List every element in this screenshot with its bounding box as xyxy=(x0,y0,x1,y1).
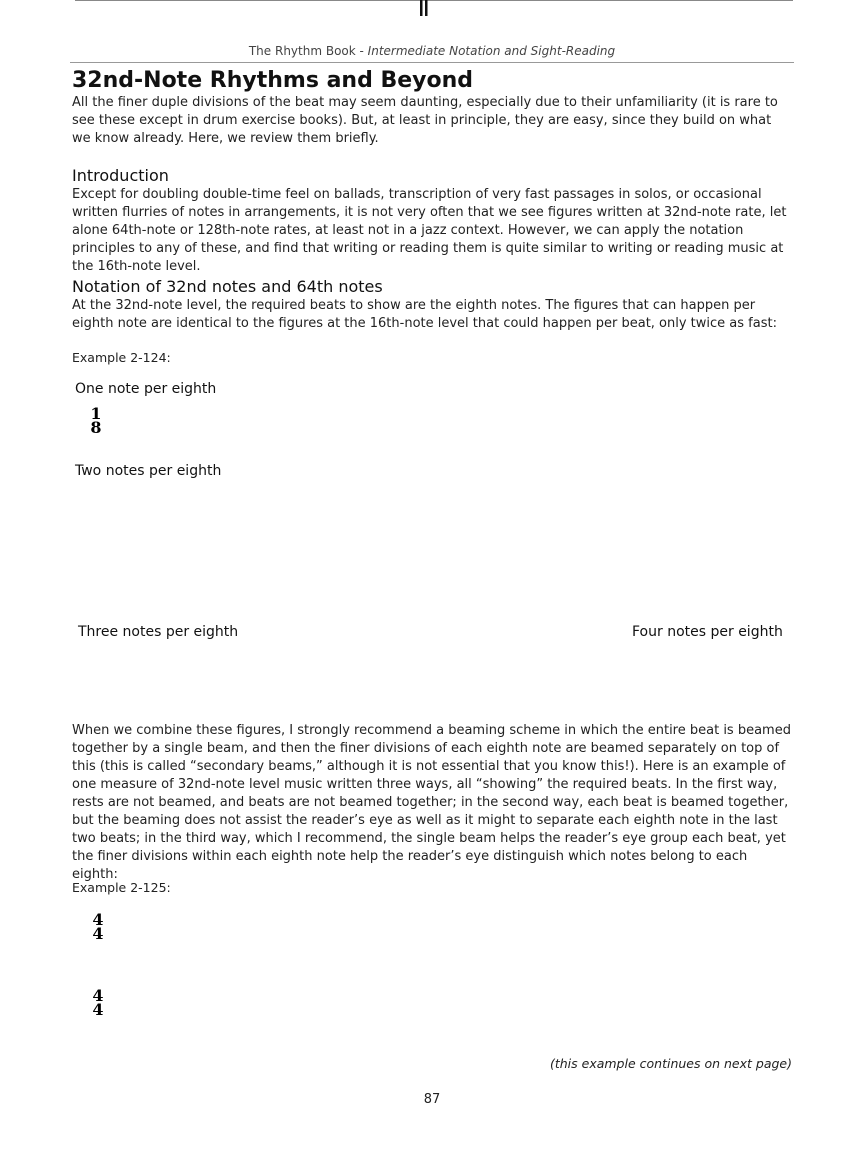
combine-paragraph: When we combine these figures, I strongly recommend a beaming scheme in which the entire beat is beamed together by a single beam, and then the finer divisions of each eighth note are beamed separately on top of this (this is called “secondary beams,” although it is not essential that you know this!). Here is an example of one measure of 32nd-note level music written three ways, all “showing” the required beats. In the first way, rests are not beamed, and beats are not beamed together; in the second way, each beat is beamed together, but the beaming does not assist the reader’s eye as well as it might to separate each eighth note in the last two beats; in the third way, which I recommend, the single beam helps the reader’s eye group each beat, yet the finer divisions within each eighth note help the reader’s eye distinguish which notes belong to each eighth: xyxy=(72,723,791,882)
example-124-label: Example 2-124: xyxy=(72,350,171,365)
percussion-clef xyxy=(425,0,428,16)
time-sig-lower: 4 xyxy=(92,924,104,943)
label-three-notes: Three notes per eighth xyxy=(78,624,239,640)
time-sig-upper: 1 xyxy=(90,404,102,423)
page-title: 32nd-Note Rhythms and Beyond xyxy=(72,68,474,93)
continues-note: (this example continues on next page) xyxy=(549,1056,792,1071)
time-sig-upper: 4 xyxy=(92,986,104,1005)
time-sig-lower: 4 xyxy=(92,1000,104,1019)
example-124-staves xyxy=(75,0,793,16)
introduction-body: Except for doubling double-time feel on ballads, transcription of very fast passages in solos, or occasional written flurries of notes in arrangements, it is not very often that we see figures written at 32nd-note rate, let alone 64th-note or 128th-note rates, at least not in a jazz context. However, we can apply the notation principles to any of these, and find that writing or reading them is quite similar to writing or reading music at the 16th-note level. xyxy=(72,187,787,274)
label-two-notes: Two notes per eighth xyxy=(75,463,222,479)
time-sig-upper: 4 xyxy=(92,910,104,929)
book-subtitle: Intermediate Notation and Sight-Reading xyxy=(367,44,616,58)
introduction-heading: Introduction xyxy=(72,166,169,185)
time-sig-lower: 8 xyxy=(90,418,102,437)
notation-heading: Notation of 32nd notes and 64th notes xyxy=(72,277,383,296)
example-125-label: Example 2-125: xyxy=(72,880,171,895)
book-title: The Rhythm Book - xyxy=(248,44,368,58)
label-four-notes: Four notes per eighth xyxy=(632,624,783,640)
percussion-clef xyxy=(420,0,423,16)
notation-body: At the 32nd-note level, the required beats to show are the eighth notes. The figures that can happen per eighth note are identical to the figures at the 16th-note level that could happen per beat, only twice as fast: xyxy=(72,298,777,331)
intro-paragraph: All the finer duple divisions of the beat may seem daunting, especially due to their unfamiliarity (it is rare to see these except in drum exercise books). But, at least in principle, they are easy, since they build on what we know already. Here, we review them briefly. xyxy=(72,95,778,146)
label-one-note: One note per eighth xyxy=(75,381,217,397)
page-number: 87 xyxy=(423,1092,441,1107)
